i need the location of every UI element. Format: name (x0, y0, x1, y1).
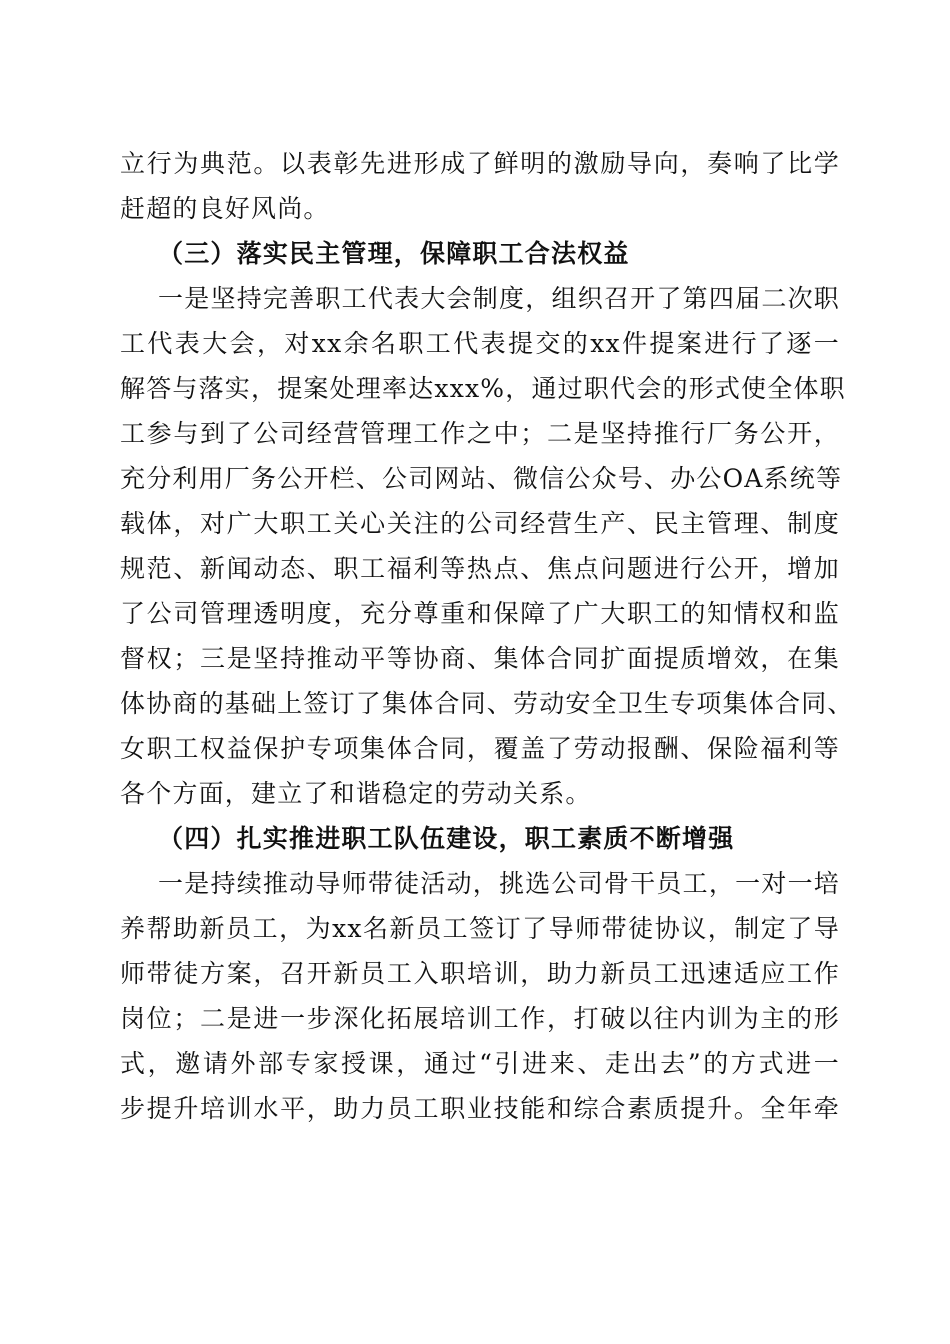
paragraph-line: 女职工权益保护专项集体合同，覆盖了劳动报酬、保险福利等 (120, 734, 840, 763)
paragraph-line: 体协商的基础上签订了集体合同、劳动安全卫生专项集体合同、 (120, 689, 854, 718)
paragraph-line: 督权；三是坚持推动平等协商、集体合同扩面提质增效，在集 (120, 644, 840, 673)
section-heading: （四）扎实推进职工队伍建设，职工素质不断增强 (158, 824, 735, 853)
document-body (120, 141, 854, 1131)
section-heading: （三）落实民主管理，保障职工合法权益 (158, 239, 630, 268)
paragraph-line: 各个方面，建立了和谐稳定的劳动关系。 (120, 779, 592, 808)
paragraph-line: 师带徒方案，召开新员工入职培训，助力新员工迅速适应工作 (120, 959, 840, 988)
paragraph-line: 了公司管理透明度，充分尊重和保障了广大职工的知情权和监 (120, 599, 840, 628)
paragraph-line: 岗位；二是进一步深化拓展培训工作，打破以往内训为主的形 (120, 1004, 840, 1033)
paragraph-line: 步提升培训水平，助力员工职业技能和综合素质提升。全年牵 (120, 1094, 840, 1123)
paragraph-line: 工代表大会，对xx余名职工代表提交的xx件提案进行了逐一 (120, 329, 840, 358)
paragraph-line: 工参与到了公司经营管理工作之中；二是坚持推行厂务公开， (120, 419, 840, 448)
paragraph-line: 解答与落实，提案处理率达xxx%，通过职代会的形式使全体职 (120, 374, 846, 403)
paragraph-line: 一是持续推动导师带徒活动，挑选公司骨干员工，一对一培 (158, 869, 840, 898)
body-line: 赶超的良好风尚。 (120, 194, 330, 223)
body-line: 立行为典范。以表彰先进形成了鲜明的激励导向，奏响了比学 (120, 149, 840, 178)
paragraph-line: 式，邀请外部专家授课，通过“引进来、走出去”的方式进一 (120, 1049, 840, 1078)
paragraph-line: 充分利用厂务公开栏、公司网站、微信公众号、办公OA系统等 (120, 464, 843, 493)
paragraph-line: 规范、新闻动态、职工福利等热点、焦点问题进行公开，增加 (120, 554, 840, 583)
paragraph-line: 载体，对广大职工关心关注的公司经营生产、民主管理、制度 (120, 509, 840, 538)
paragraph-line: 养帮助新员工，为xx名新员工签订了导师带徒协议，制定了导 (120, 914, 840, 943)
paragraph-line: 一是坚持完善职工代表大会制度，组织召开了第四届二次职 (158, 284, 840, 313)
